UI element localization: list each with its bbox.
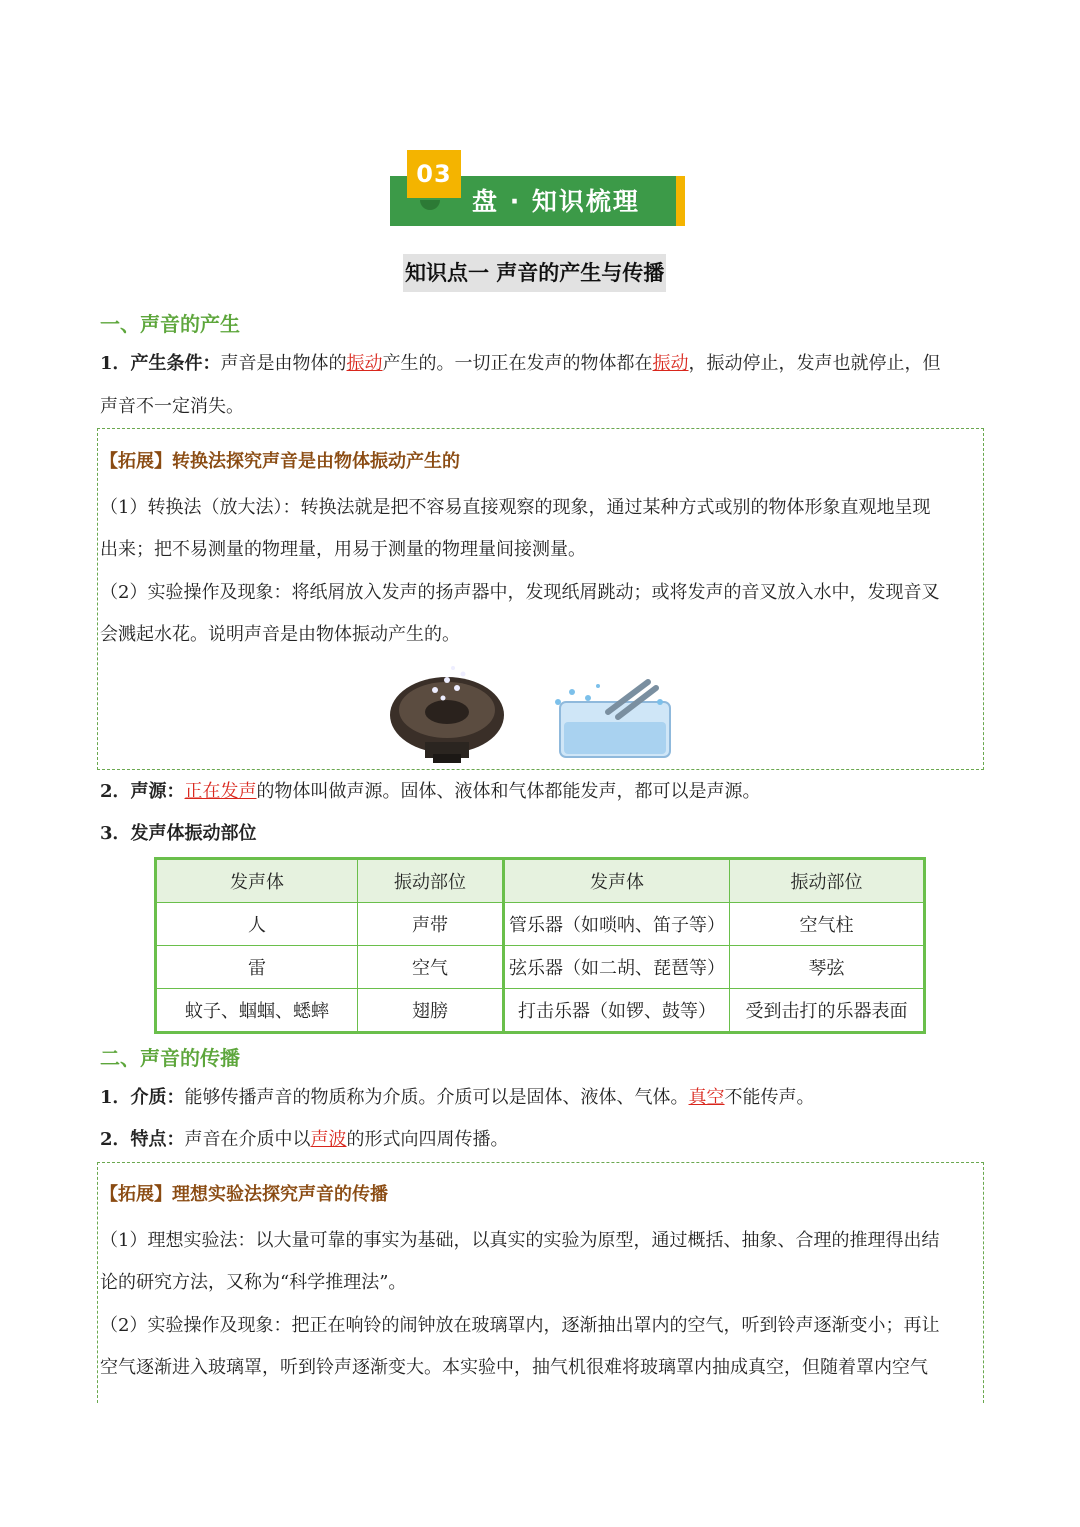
extension-paragraph: 出来；把不易测量的物理量，用易于测量的物理量间接测量。 xyxy=(100,539,586,560)
table-cell: 空气柱 xyxy=(730,903,925,946)
extension-paragraph: （1）转换法（放大法）：转换法就是把不容易直接观察的现象，通过某种方式或别的物体形象直观地呈现 xyxy=(100,497,931,518)
table-cell: 声带 xyxy=(358,903,504,946)
keyword-answer: 振动 xyxy=(346,353,383,374)
table-header-row xyxy=(156,859,925,903)
table-cell: 翅膀 xyxy=(358,989,504,1033)
table-header-cell: 发声体 xyxy=(504,859,730,903)
knowledge-point-title: 知识点一 声音的产生与传播 xyxy=(403,254,666,292)
speaker-illustration xyxy=(385,660,510,765)
text: 声音是由物体的 xyxy=(220,353,347,374)
extension-paragraph: （2）实验操作及现象：把正在响铃的闹钟放在玻璃罩内，逐渐抽出罩内的空气，听到铃声逐渐变小；再让 xyxy=(100,1315,940,1336)
item-number: 1． xyxy=(100,353,131,374)
vibration-parts-table xyxy=(154,857,926,1034)
text: 产生的。一切正在发声的物体都在 xyxy=(382,353,653,374)
keyword-answer: 正在发声 xyxy=(184,781,257,802)
item-production-condition xyxy=(100,352,990,376)
extension-paragraph: 论的研究方法，又称为“科学推理法”。 xyxy=(100,1272,407,1293)
table-cell: 人 xyxy=(156,903,358,946)
extension-paragraph: 空气逐渐进入玻璃罩，听到铃声逐渐变大。本实验中，抽气机很难将玻璃罩内抽成真空，但随着罩内空气 xyxy=(100,1357,928,1378)
item-label: 介质： xyxy=(130,1087,185,1108)
table-row xyxy=(156,946,925,989)
badge-number: 03 xyxy=(407,150,461,198)
extension-title-1: 【拓展】转换法探究声音是由物体振动产生的 xyxy=(100,451,460,472)
keyword-answer: 声波 xyxy=(310,1129,347,1150)
section-heading-2: 二、声音的传播 xyxy=(100,1046,240,1070)
extension-title-2: 【拓展】理想实验法探究声音的传播 xyxy=(100,1184,388,1205)
extension-paragraph: （2）实验操作及现象：将纸屑放入发声的扬声器中，发现纸屑跳动；或将发声的音叉放入水中，发现音叉 xyxy=(100,582,940,603)
table-cell: 雷 xyxy=(156,946,358,989)
section-heading-1: 一、声音的产生 xyxy=(100,312,240,336)
item-characteristic xyxy=(100,1128,990,1152)
item-label: 产生条件： xyxy=(130,353,221,374)
table-cell: 受到击打的乐器表面 xyxy=(730,989,925,1033)
item-sound-source xyxy=(100,780,990,804)
text: 的形式向四周传播。 xyxy=(346,1129,509,1150)
item-number: 2． xyxy=(100,1129,131,1150)
item-vibration-parts xyxy=(100,822,990,846)
badge-edge xyxy=(676,176,685,226)
text: 声音在介质中以 xyxy=(184,1129,311,1150)
table-cell: 弦乐器（如二胡、琵琶等） xyxy=(504,946,730,989)
item-production-condition-cont: 声音不一定消失。 xyxy=(100,396,244,417)
item-label: 声源： xyxy=(130,781,185,802)
item-medium xyxy=(100,1086,990,1110)
text: 不能传声。 xyxy=(724,1087,815,1108)
item-label: 发声体振动部位 xyxy=(130,823,257,844)
table-row xyxy=(156,989,925,1033)
table-cell: 空气 xyxy=(358,946,504,989)
table-cell: 打击乐器（如锣、鼓等） xyxy=(504,989,730,1033)
table-row xyxy=(156,903,925,946)
table-cell: 蚊子、蝈蝈、蟋蟀 xyxy=(156,989,358,1033)
keyword-answer: 真空 xyxy=(688,1087,725,1108)
text: 的物体叫做声源。固体、液体和气体都能发声，都可以是声源。 xyxy=(256,781,761,802)
text: 能够传播声音的物质称为介质。介质可以是固体、液体、气体。 xyxy=(184,1087,689,1108)
keyword-answer: 振动 xyxy=(652,353,689,374)
item-label: 特点： xyxy=(130,1129,185,1150)
item-number: 1． xyxy=(100,1087,131,1108)
tuning-fork-water-illustration xyxy=(548,672,678,762)
extension-paragraph: （1）理想实验法：以大量可靠的事实为基础，以真实的实验为原型，通过概括、抽象、合理的推理得出结 xyxy=(100,1230,940,1251)
table-header-cell: 振动部位 xyxy=(730,859,925,903)
table-cell: 管乐器（如唢呐、笛子等） xyxy=(504,903,730,946)
table-header-cell: 振动部位 xyxy=(358,859,504,903)
item-number: 2． xyxy=(100,781,131,802)
section-badge xyxy=(390,150,690,230)
extension-paragraph: 会溅起水花。说明声音是由物体振动产生的。 xyxy=(100,624,460,645)
item-number: 3． xyxy=(100,823,131,844)
text: ，振动停止，发声也就停止，但 xyxy=(688,353,941,374)
table-header-cell: 发声体 xyxy=(156,859,358,903)
badge-title: 盘 · 知识梳理 xyxy=(472,187,640,216)
table-cell: 琴弦 xyxy=(730,946,925,989)
